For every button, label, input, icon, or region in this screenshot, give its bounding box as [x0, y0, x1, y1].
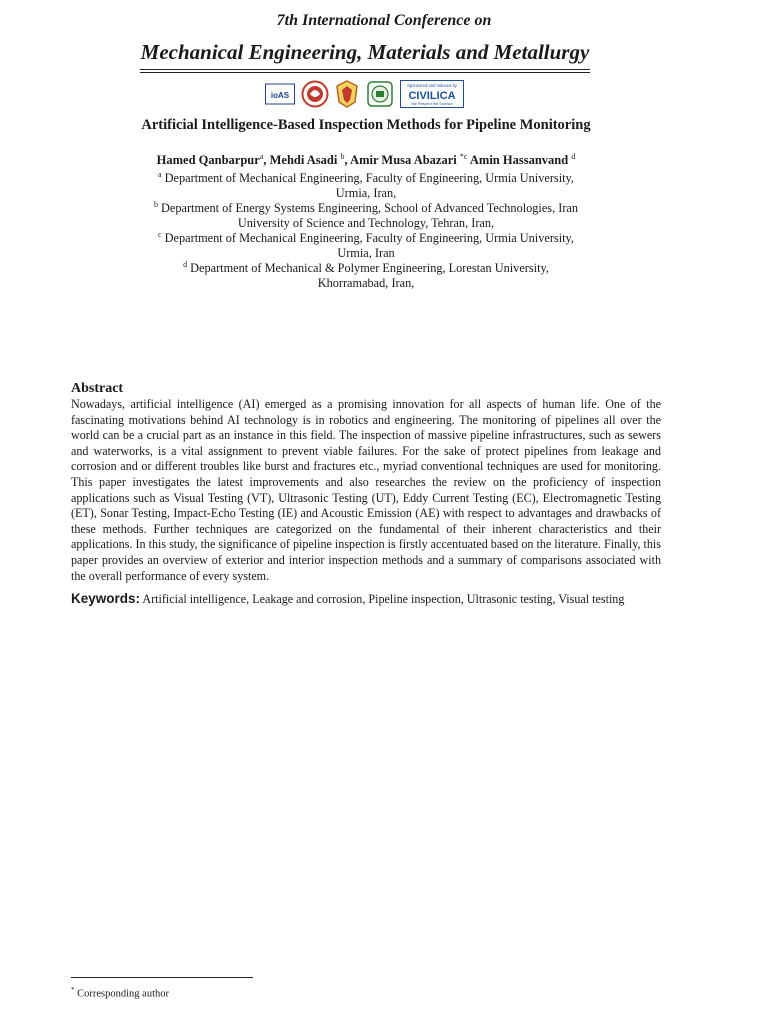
affiliation-marker: a [158, 170, 162, 179]
seal-logo-1 [301, 80, 329, 108]
svg-text:We Respect the Science: We Respect the Science [411, 102, 453, 106]
affiliation-a [0, 167, 732, 201]
footnote-marker: * [71, 986, 75, 994]
author-separator: , [344, 153, 351, 168]
seal-logo-2 [335, 80, 359, 108]
abstract-heading: Abstract [71, 381, 124, 396]
affiliation-line: Khorramabad, Iran, [317, 276, 415, 291]
affiliation-line: University of Science and Technology, Tehran, Iran, [237, 216, 495, 231]
keywords-label: Keywords: [71, 591, 141, 606]
author-name: Mehdi Asadi [269, 153, 338, 168]
author-list [0, 152, 732, 168]
header-divider [140, 69, 590, 70]
civilica-logo [400, 80, 464, 108]
footnote-divider [71, 977, 253, 978]
author-marker: d [571, 152, 576, 161]
affiliation-line: Department of Mechanical Engineering, Faculty of Engineering, Urmia University, [164, 171, 574, 186]
conference-edition: 7th International Conference on [276, 12, 492, 29]
affiliation-c [0, 227, 732, 261]
svg-text:CIVILICA: CIVILICA [408, 90, 456, 102]
header-divider [140, 72, 590, 73]
author-name: Amir Musa Abazari [350, 153, 457, 168]
keywords [71, 591, 711, 607]
author-separator: , [263, 153, 270, 168]
author-name: Hamed Qanbarpur [156, 153, 260, 168]
affiliation-b [0, 197, 732, 231]
seal-logo-3 [367, 80, 393, 108]
affiliation-line: Urmia, Iran, [335, 186, 397, 201]
affiliation-line: Urmia, Iran [337, 246, 395, 261]
conference-name: Mechanical Engineering, Materials and Metallurgy [140, 40, 590, 64]
ioas-logo [265, 80, 295, 108]
sponsor-logos [263, 80, 473, 110]
affiliation-line: Department of Mechanical & Polymer Engineering, Lorestan University, [190, 261, 549, 276]
author-marker: b [340, 152, 345, 161]
paper-title: Artificial Intelligence-Based Inspection Methods for Pipeline Monitoring [141, 117, 591, 133]
affiliation-marker: c [158, 230, 162, 239]
affiliation-d [0, 257, 732, 291]
svg-text:ioAS: ioAS [270, 91, 290, 100]
keywords-text: Artificial intelligence, Leakage and corrosion, Pipeline inspection, Ultrasonic testing, Visual testing [142, 592, 625, 606]
affiliation-line: Department of Energy Systems Engineering, School of Advanced Technologies, Iran [161, 201, 579, 216]
author-name: Amin Hassanvand [469, 153, 569, 168]
abstract-body: Nowadays, artificial intelligence (AI) emerged as a promising innovation for all aspects of human life. One of the fascinating motivations behind AI technology is in robotics and engineering. The monitoring of pipelines all over the world can be a crucial part as an instance in this field. The inspection of massive pipeline infrastructures, such as sewers and waterworks, is a vital assignment to prevent viable failures. For the sake of protect pipelines from leakage and corrosion and or different troubles like burst and fractures etc., myriad conventional techniques are used for monitoring. This paper investigates the latest improvements and also researches the review on the proficiency of inspection applications such as Visual Testing (VT), Ultrasonic Testing (UT), Eddy Current Testing (EC), Electromagnetic Testing (ET), Sonar Testing, Impact-Echo Testing (IE) and Acoustic Emission (AE) with respect to advantages and drawbacks of these methods. Further techniques are categorized on the fundamental of their inherent characteristics and their applications. In this study, the significance of pipeline inspection is firstly accentuated based on the literature. Finally, this paper provides an overview of exterior and interior inspection methods and a summary of comparisons associated with the overall performance of every system. [71, 397, 661, 583]
footnote-text: Corresponding author [77, 988, 169, 1000]
author-marker: *c [459, 152, 468, 161]
footnote [71, 986, 169, 1000]
affiliation-marker: b [153, 200, 158, 209]
svg-text:Sponsored and Indexed by: Sponsored and Indexed by [406, 83, 458, 88]
author-marker: a [259, 152, 264, 161]
affiliation-line: Department of Mechanical Engineering, Faculty of Engineering, Urmia University, [164, 231, 574, 246]
affiliation-marker: d [183, 260, 188, 269]
